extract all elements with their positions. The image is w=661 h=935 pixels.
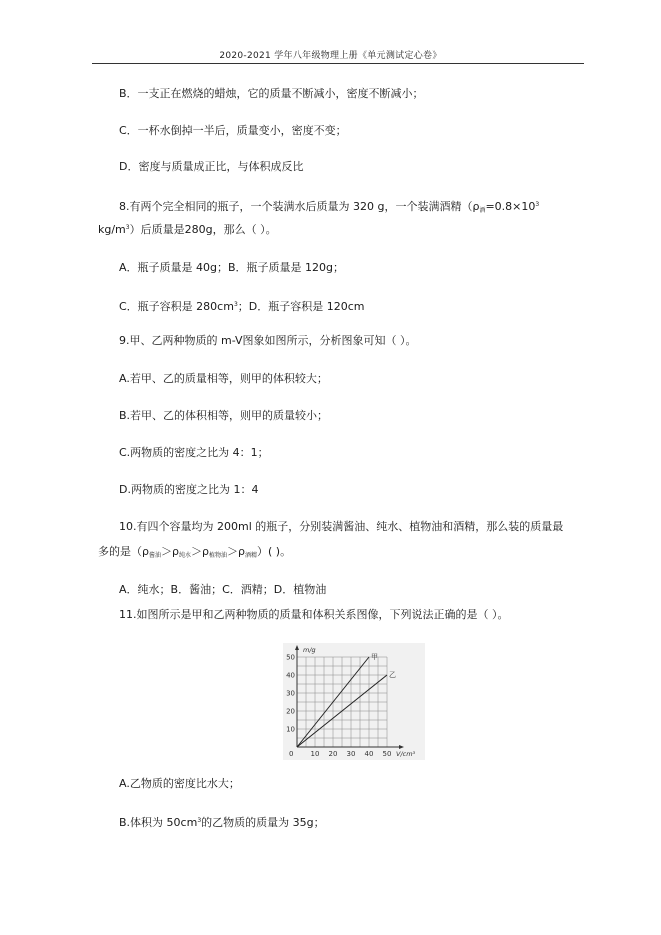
x-tick-label: 10: [310, 750, 320, 758]
q9-option-c: C.两物质的密度之比为 4：1；: [119, 446, 269, 459]
q8-option-c-exponent: 3: [233, 301, 238, 308]
q10-stem-line1: 10.有四个容量均为 200ml 的瓶子，分别装满酱油、纯水、植物油和酒精，那么装的质量最: [119, 520, 564, 533]
q10-line2-end: ）( )。: [257, 545, 292, 558]
q11-option-b-exponent: 3: [197, 817, 202, 824]
q10-sub-alcohol: 酒精: [244, 552, 257, 559]
q10-gt-1: ＞: [161, 545, 172, 558]
header-divider: [92, 63, 584, 64]
q8-stem-line2: [98, 221, 277, 237]
chart-tick-labels: [286, 654, 391, 759]
q8-rho: ρ: [472, 200, 480, 213]
q8-option-c-text: C．瓶子容积是 280cm: [119, 300, 234, 313]
q10-rho-1: ρ: [142, 545, 149, 558]
q10-rho-3: ρ: [202, 545, 209, 558]
q8-stem-text-a: 8.有两个完全相同的瓶子，一个装满水后质量为 320 g，一个装满酒精（: [119, 200, 473, 213]
q10-stem-line2: [98, 545, 291, 563]
q11-option-a: A.乙物质的密度比水大；: [119, 777, 240, 790]
q10-gt-3: ＞: [227, 545, 238, 558]
q11-option-b: [119, 814, 325, 830]
y-tick-label: 20: [286, 707, 295, 716]
series-label-jia: 甲: [371, 653, 378, 661]
y-tick-label: 30: [286, 689, 295, 698]
q8-options-cd: [119, 298, 365, 314]
q8-stem-line1: [119, 198, 539, 218]
x-tick-label: 40: [364, 750, 374, 758]
mass-volume-graph: [283, 643, 425, 760]
x-tick-label: 30: [346, 750, 356, 758]
q8-stem-unit: kg/m: [98, 223, 126, 236]
q9-option-b: B.若甲、乙的体积相等，则甲的质量较小；: [119, 409, 329, 422]
q8-option-d-text: ；D．瓶子容积是 120cm: [237, 300, 365, 313]
chart-grid: [297, 657, 387, 747]
q7-option-c: C．一杯水倒掉一半后，质量变小，密度不变；: [119, 124, 347, 137]
q10-sub-pure-water: 纯水: [178, 552, 191, 559]
q11-option-b-text-a: B.体积为 50cm: [119, 816, 198, 829]
q11-option-b-text-b: 的乙物质的质量为 35g；: [201, 816, 325, 829]
q8-stem-text-d: ）后质量是280g，那么（ ）。: [129, 223, 277, 236]
q8-options-ab: A．瓶子质量是 40g；B．瓶子质量是 120g；: [119, 261, 345, 274]
y-axis-arrow: [295, 645, 299, 650]
q10-rho-2: ρ: [172, 545, 179, 558]
x-axis-label: V/cm³: [396, 750, 416, 758]
y-axis-label: m/g: [303, 646, 316, 654]
chart-axes: [295, 645, 404, 749]
q9-stem: 9.甲、乙两种物质的 m-V图象如图所示，分析图象可知（ ）。: [119, 334, 417, 347]
mass-volume-chart-svg: [283, 643, 425, 760]
q10-rho-4: ρ: [238, 545, 245, 558]
q10-gt-2: ＞: [191, 545, 202, 558]
q10-line2-start: 多的是（: [98, 545, 142, 558]
y-tick-label: 10: [286, 725, 295, 734]
q7-option-b: B．一支正在燃烧的蜡烛，它的质量不断减小，密度不断减小；: [119, 87, 424, 100]
q10-sub-soy-sauce: 酱油: [148, 552, 161, 559]
q11-stem: 11.如图所示是甲和乙两种物质的质量和体积关系图像，下列说法正确的是（ ）。: [119, 608, 509, 621]
q9-option-a: A.若甲、乙的质量相等，则甲的体积较大；: [119, 372, 328, 385]
series-label-yi: 乙: [389, 671, 396, 679]
y-tick-label: 40: [286, 671, 295, 680]
y-tick-label: 50: [286, 653, 295, 662]
q8-rho-subscript: 酒: [479, 207, 486, 214]
q8-unit-exponent: 3: [125, 224, 130, 231]
chart-series: [297, 653, 396, 747]
page-header: 2020-2021 学年八年级物理上册《单元测试定心卷》: [219, 51, 442, 61]
q8-exponent: 3: [535, 201, 540, 208]
q8-stem-text-b: =0.8×10: [485, 200, 536, 213]
q7-option-d: D．密度与质量成正比，与体积成反比: [119, 160, 304, 173]
x-tick-label: 50: [382, 750, 392, 758]
origin-label: 0: [289, 750, 294, 758]
q10-sub-vegetable-oil: 植物油: [208, 552, 227, 559]
q9-option-d: D.两物质的密度之比为 1：4: [119, 483, 259, 496]
x-axis-arrow: [399, 745, 404, 749]
x-tick-label: 20: [328, 750, 338, 758]
q10-options: A．纯水；B．酱油；C．酒精；D．植物油: [119, 583, 327, 596]
